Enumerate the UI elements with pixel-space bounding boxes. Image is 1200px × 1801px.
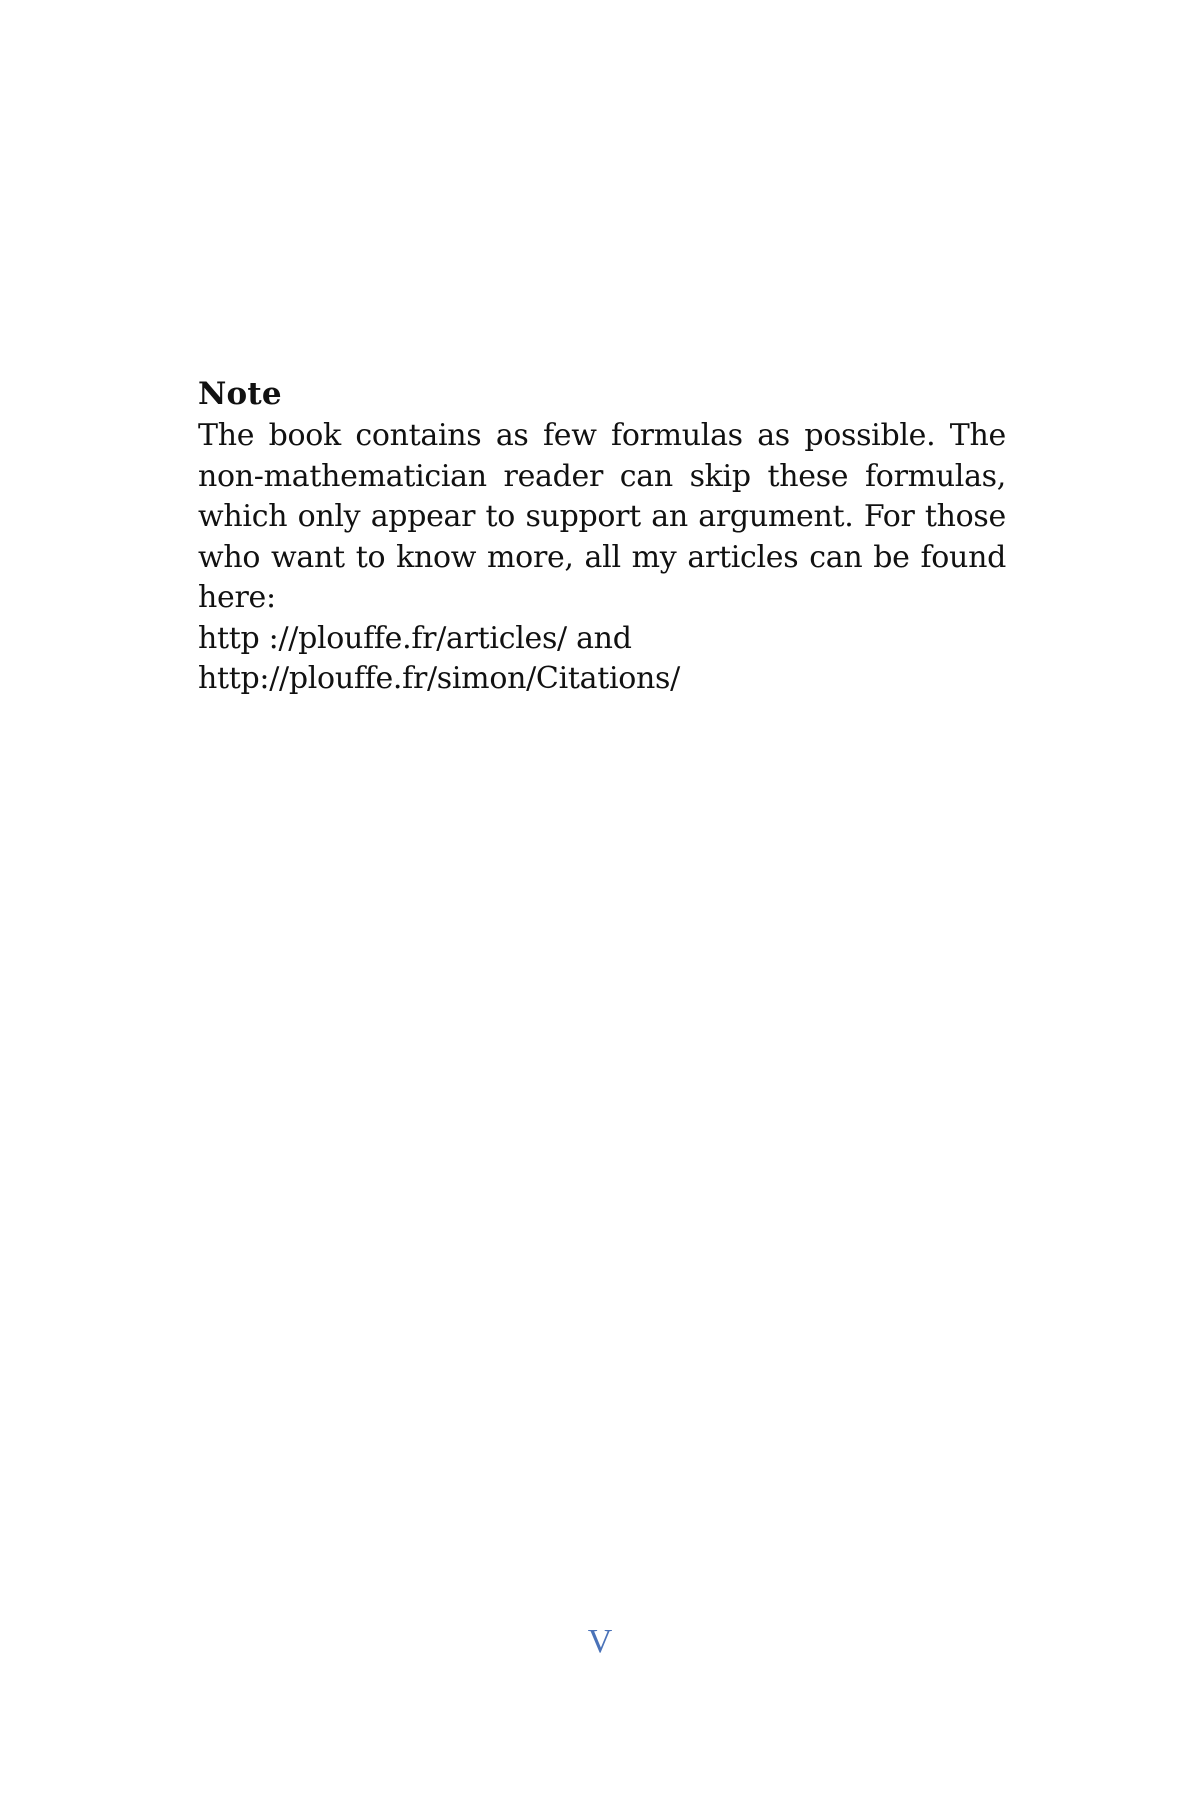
note-section	[198, 374, 1006, 700]
note-body-paragraph: The book contains as few formulas as possible. The non-mathematician reader can skip these formulas, which only appear to support an argument. For those who want to know more, all my articles can be found here:	[198, 418, 1006, 615]
page-number: V	[587, 1623, 613, 1660]
citations-link-line: http://plouffe.fr/simon/Citations/	[198, 661, 680, 696]
articles-link-line: http ://plouffe.fr/articles/ and	[198, 620, 632, 656]
note-heading: Note	[198, 376, 282, 412]
